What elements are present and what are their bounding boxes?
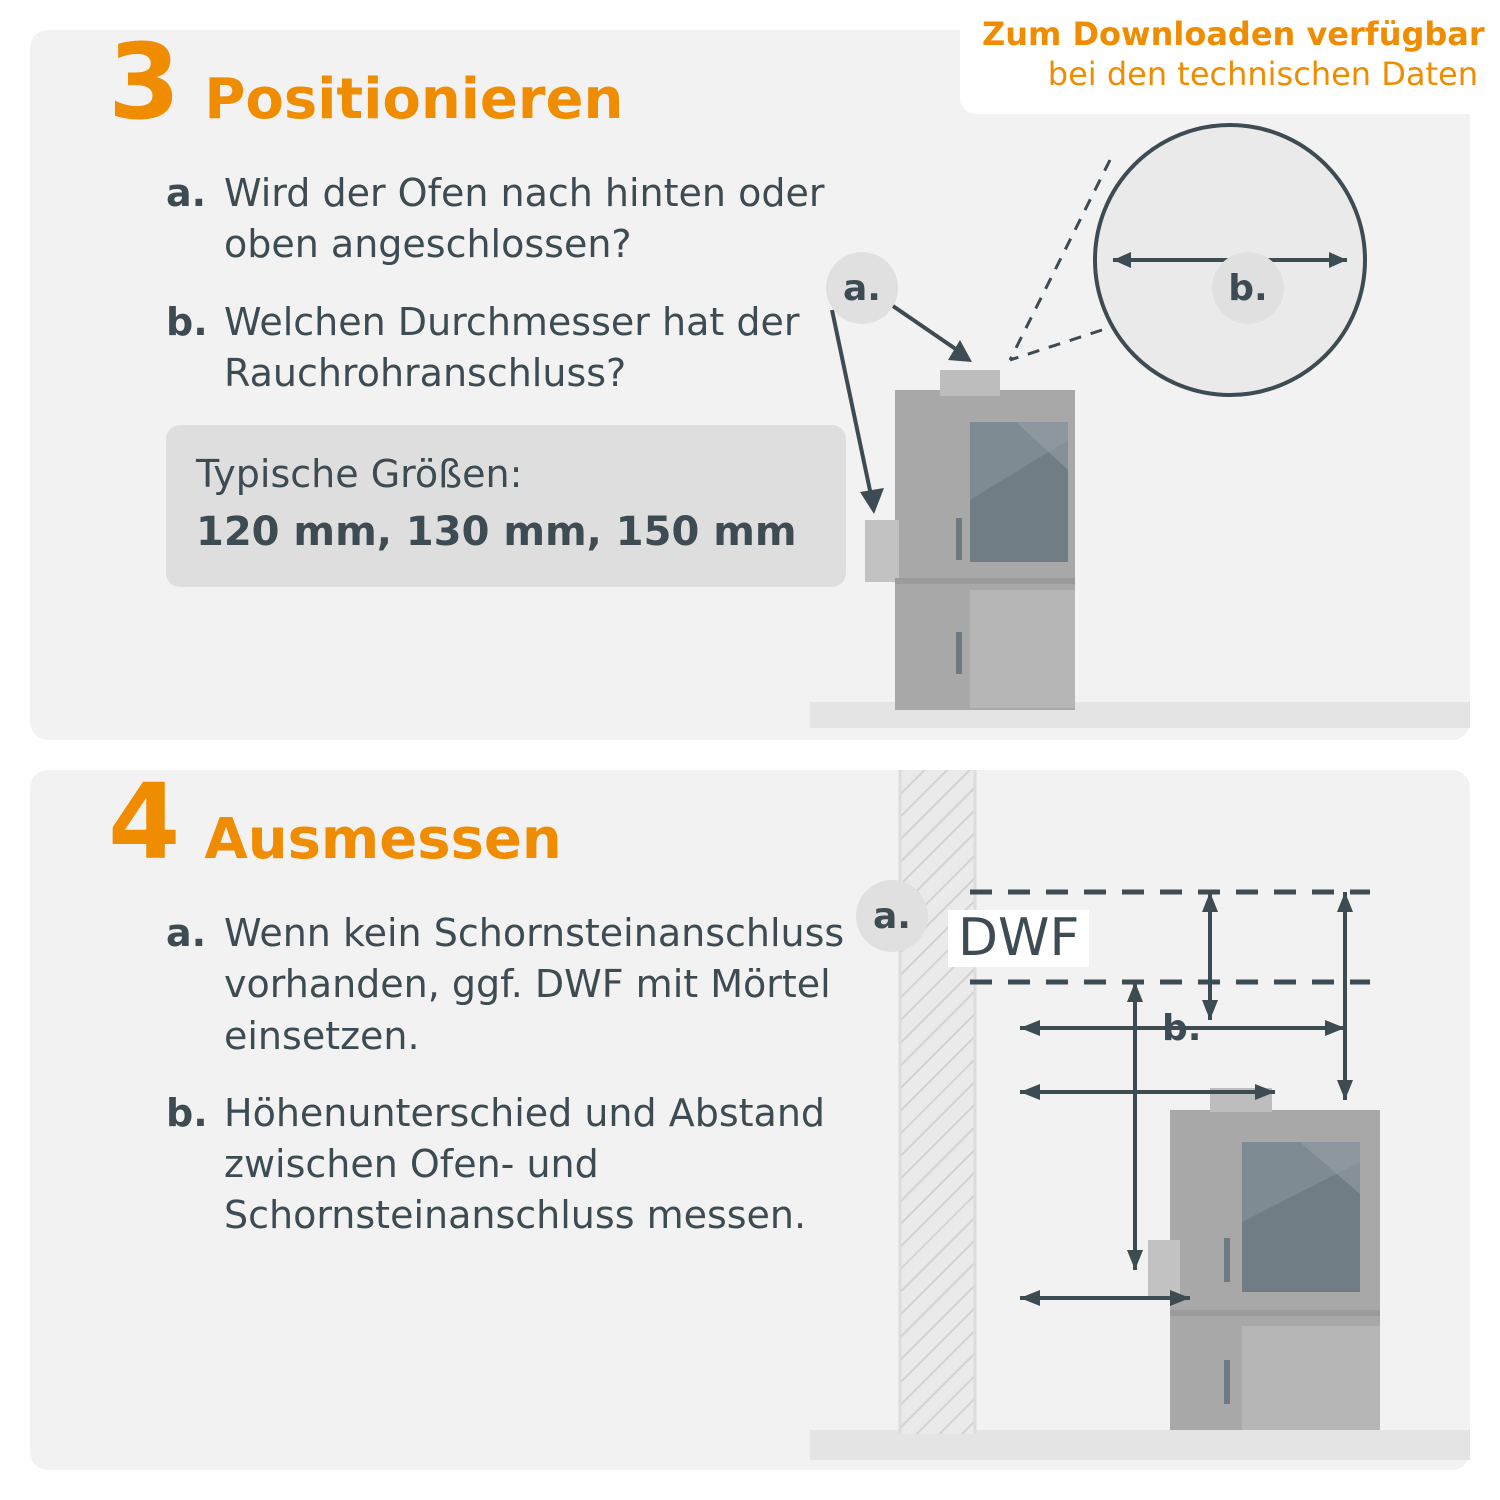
item-text-b: Höhenunterschied und Abstand zwischen Ofen- und Schornsteinanschluss messen.: [224, 1090, 826, 1238]
step-card-4: [30, 761, 1470, 1470]
illustration-step-4: [810, 770, 1470, 1470]
step-4-item-list: [70, 908, 870, 1242]
step-4-title: Ausmessen: [204, 807, 562, 872]
illustration-step-3: [810, 30, 1470, 740]
list-item: [166, 297, 870, 400]
callout-bubble-b-step3: b.: [1212, 252, 1284, 324]
item-key-a: a.: [166, 911, 207, 955]
step-4-heading: [70, 761, 870, 883]
step-3-number: 3: [108, 21, 179, 143]
note-label: Typische Größen:: [196, 452, 523, 497]
item-key-b: b.: [166, 1090, 208, 1135]
callout-bubble-a-step4: a.: [856, 880, 928, 952]
measuring-diagram-svg: [810, 770, 1470, 1470]
download-badge-title: Zum Downloaden verfügbar: [982, 15, 1485, 53]
list-item: [166, 908, 870, 1062]
download-badge: [960, 0, 1500, 114]
stove-diagram-svg: [810, 30, 1470, 740]
item-text-a: Wenn kein Schornsteinanschluss vorhanden, ggf. DWF mit Mörtel einsetzen.: [224, 911, 845, 1058]
item-text-b: Welchen Durchmesser hat der Rauchrohranschluss?: [224, 299, 800, 395]
callout-bubble-a-step3: a.: [826, 252, 898, 324]
note-values: 120 mm, 130 mm, 150 mm: [196, 508, 797, 555]
step-3-heading: [70, 21, 870, 143]
step-card-3: [30, 21, 1470, 740]
step-3-title: Positionieren: [204, 67, 624, 132]
dimension-label-b: b.: [1162, 1008, 1202, 1049]
typical-sizes-note: [166, 425, 846, 587]
item-key-a: a.: [166, 171, 207, 215]
list-item: [166, 168, 870, 271]
item-text-a: Wird der Ofen nach hinten oder oben angeschlossen?: [224, 171, 825, 267]
item-key-b: b.: [166, 299, 208, 344]
step-4-number: 4: [108, 761, 179, 883]
step-4-text-column: [70, 761, 870, 1268]
step-3-text-column: [70, 21, 870, 587]
dwf-label: DWF: [948, 910, 1089, 967]
download-badge-subtitle: bei den technischen Daten: [1047, 55, 1478, 93]
step-3-item-list: [70, 168, 870, 399]
list-item: [166, 1088, 870, 1242]
